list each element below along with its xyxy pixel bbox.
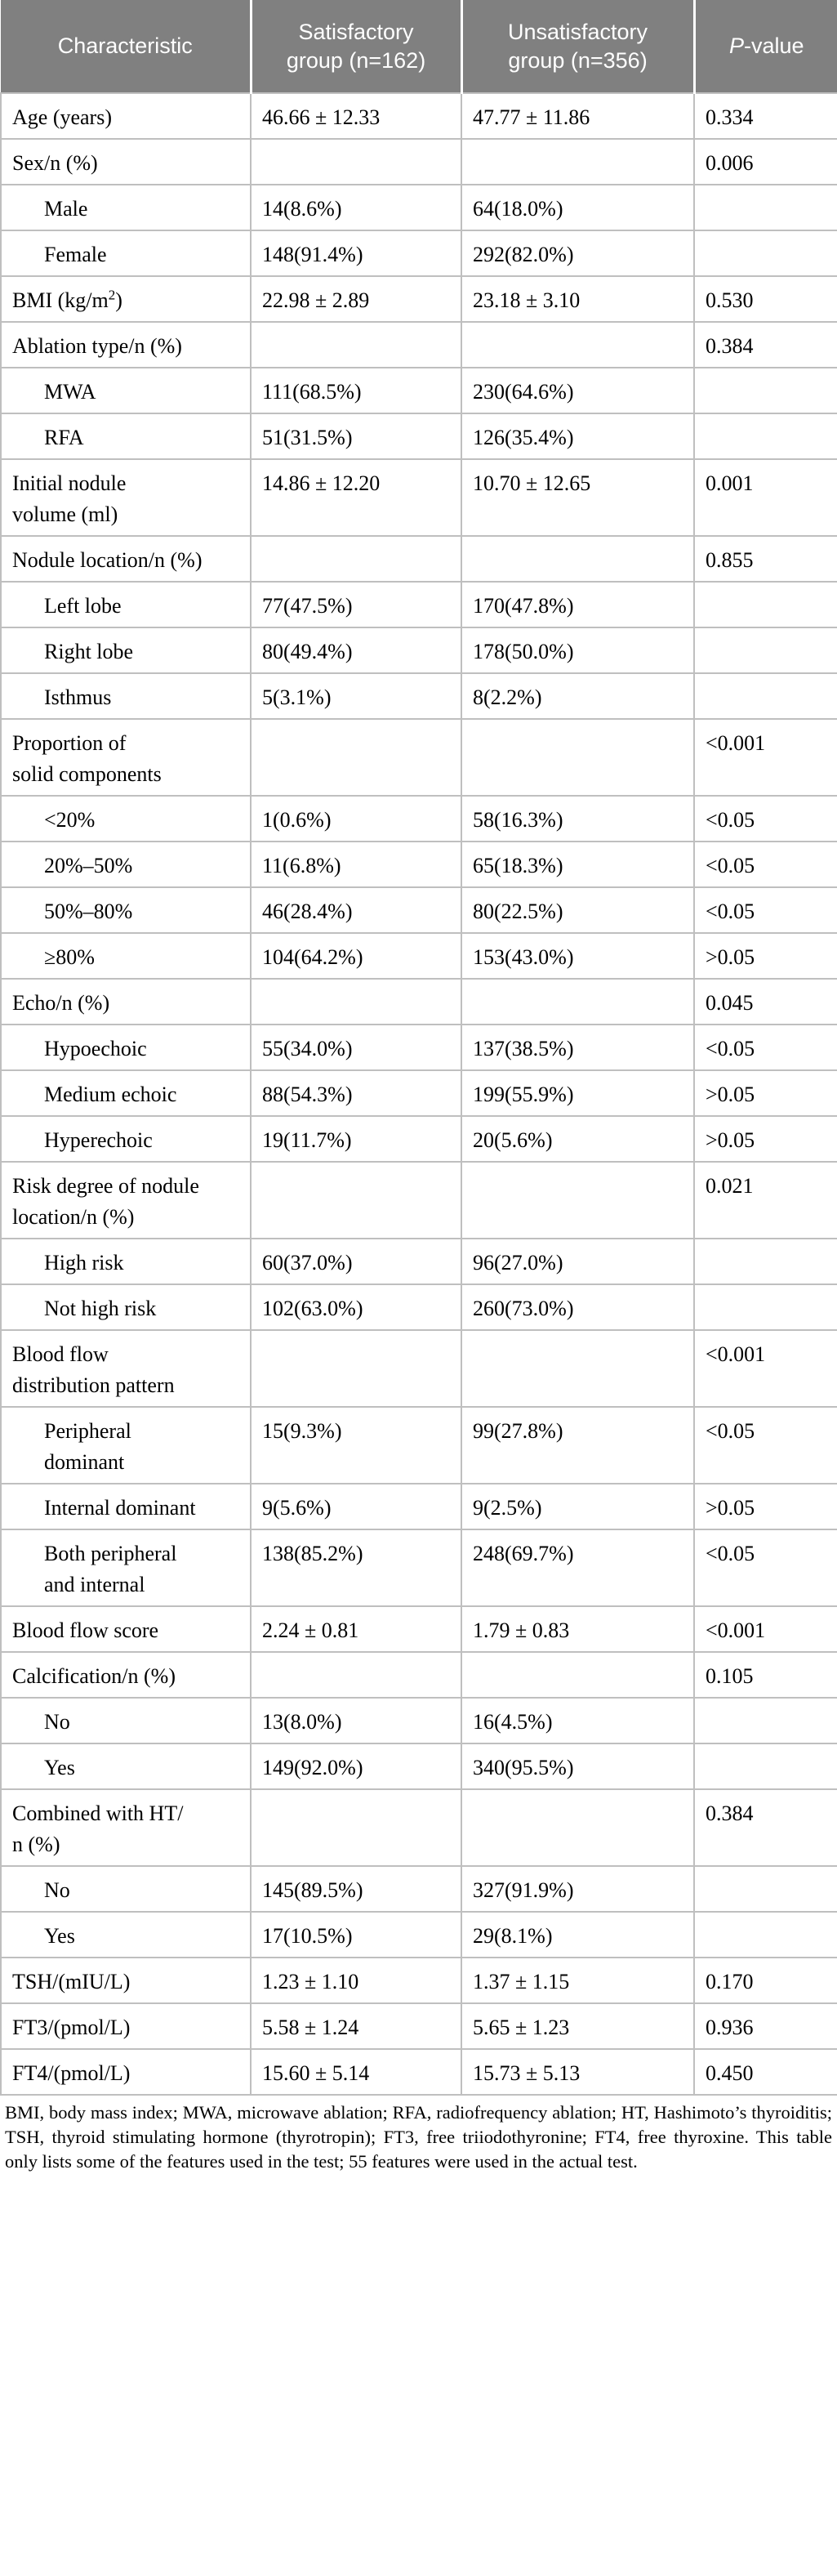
characteristic-cell: High risk — [1, 1239, 251, 1284]
satisfactory-cell: 111(68.5%) — [251, 368, 461, 413]
unsatisfactory-cell: 65(18.3%) — [461, 842, 694, 887]
p-value-cell — [694, 1239, 837, 1284]
characteristic-cell: Male — [1, 185, 251, 230]
satisfactory-cell — [251, 322, 461, 368]
p-value-cell — [694, 673, 837, 719]
p-value-cell: 0.936 — [694, 2003, 837, 2049]
unsatisfactory-cell: 9(2.5%) — [461, 1484, 694, 1529]
p-value-cell — [694, 1743, 837, 1789]
table-row — [1, 1070, 837, 1116]
p-value-cell — [694, 1698, 837, 1743]
characteristic-cell: No — [1, 1698, 251, 1743]
table-header-row — [1, 0, 837, 93]
characteristic-cell: Calcification/n (%) — [1, 1652, 251, 1698]
table-row — [1, 1743, 837, 1789]
p-value-cell: >0.05 — [694, 1116, 837, 1162]
p-value-cell — [694, 1284, 837, 1330]
characteristic-cell: Yes — [1, 1743, 251, 1789]
satisfactory-cell: 80(49.4%) — [251, 627, 461, 673]
characteristic-cell: Combined with HT/ n (%) — [1, 1789, 251, 1866]
characteristic-cell: RFA — [1, 413, 251, 459]
header-characteristic: Characteristic — [1, 0, 251, 93]
unsatisfactory-cell: 15.73 ± 5.13 — [461, 2049, 694, 2095]
p-value-cell: 0.384 — [694, 322, 837, 368]
characteristic-cell: Ablation type/n (%) — [1, 322, 251, 368]
table-row — [1, 1698, 837, 1743]
satisfactory-cell — [251, 1330, 461, 1407]
satisfactory-cell: 46(28.4%) — [251, 887, 461, 933]
satisfactory-cell: 46.66 ± 12.33 — [251, 93, 461, 139]
satisfactory-cell: 88(54.3%) — [251, 1070, 461, 1116]
table-row — [1, 1912, 837, 1958]
table-row — [1, 796, 837, 842]
characteristic-cell: Sex/n (%) — [1, 139, 251, 185]
satisfactory-cell: 60(37.0%) — [251, 1239, 461, 1284]
p-value-cell: 0.001 — [694, 459, 837, 536]
p-value-cell: <0.05 — [694, 796, 837, 842]
p-value-cell — [694, 230, 837, 276]
p-value-cell: 0.530 — [694, 276, 837, 322]
table-row — [1, 1652, 837, 1698]
table-row — [1, 979, 837, 1025]
characteristic-cell: Risk degree of nodule location/n (%) — [1, 1162, 251, 1239]
table-footnote: BMI, body mass index; MWA, microwave ablation; RFA, radiofrequency ablation; HT, Hashimoto’s thyroiditis; TSH, thyroid stimulating hormone (thyrotropin); FT3, free triiodothyronine; FT4, free thyroxine. This table only lists some of the features used in the test; 55 features were used in the actual test. — [5, 2102, 832, 2172]
header-p-value: P-value — [694, 0, 837, 93]
unsatisfactory-cell: 248(69.7%) — [461, 1529, 694, 1606]
characteristic-cell: MWA — [1, 368, 251, 413]
characteristic-cell: Peripheral dominant — [1, 1407, 251, 1484]
characteristic-cell: BMI $(kg/m^2)$ — [1, 276, 251, 322]
p-value-cell: <0.05 — [694, 1025, 837, 1070]
characteristic-cell: Initial nodule volume (ml) — [1, 459, 251, 536]
satisfactory-cell — [251, 536, 461, 582]
table-row — [1, 1025, 837, 1070]
characteristic-cell: Internal dominant — [1, 1484, 251, 1529]
characteristic-cell: Nodule location/n (%) — [1, 536, 251, 582]
unsatisfactory-cell: 8(2.2%) — [461, 673, 694, 719]
p-value-cell: 0.334 — [694, 93, 837, 139]
table-row — [1, 1330, 837, 1407]
satisfactory-cell: 55(34.0%) — [251, 1025, 461, 1070]
table-row — [1, 93, 837, 139]
p-value-cell: <0.001 — [694, 1330, 837, 1407]
table-row — [1, 1606, 837, 1652]
characteristic-cell: Left lobe — [1, 582, 251, 627]
table-row — [1, 536, 837, 582]
p-value-cell — [694, 1866, 837, 1912]
table-row — [1, 1407, 837, 1484]
satisfactory-cell — [251, 139, 461, 185]
satisfactory-cell: 1.23 ± 1.10 — [251, 1958, 461, 2003]
p-value-cell: <0.05 — [694, 1407, 837, 1484]
p-value-cell — [694, 582, 837, 627]
unsatisfactory-cell — [461, 979, 694, 1025]
unsatisfactory-cell: 1.79 ± 0.83 — [461, 1606, 694, 1652]
unsatisfactory-cell: 199(55.9%) — [461, 1070, 694, 1116]
characteristic-cell: Female — [1, 230, 251, 276]
table-row — [1, 413, 837, 459]
satisfactory-cell: 15(9.3%) — [251, 1407, 461, 1484]
characteristic-cell: 20%–50% — [1, 842, 251, 887]
table-row — [1, 1162, 837, 1239]
unsatisfactory-cell: 327(91.9%) — [461, 1866, 694, 1912]
table-row — [1, 1116, 837, 1162]
unsatisfactory-cell: 99(27.8%) — [461, 1407, 694, 1484]
unsatisfactory-cell: 292(82.0%) — [461, 230, 694, 276]
characteristic-cell: ≥80% — [1, 933, 251, 979]
table-row — [1, 185, 837, 230]
table-row — [1, 1529, 837, 1606]
table-row — [1, 139, 837, 185]
p-value-cell: <0.05 — [694, 1529, 837, 1606]
table-row — [1, 230, 837, 276]
p-value-cell: <0.001 — [694, 1606, 837, 1652]
satisfactory-cell: 104(64.2%) — [251, 933, 461, 979]
table-row — [1, 1866, 837, 1912]
characteristic-cell: Hypoechoic — [1, 1025, 251, 1070]
table-row — [1, 582, 837, 627]
satisfactory-cell: 149(92.0%) — [251, 1743, 461, 1789]
satisfactory-cell: 5.58 ± 1.24 — [251, 2003, 461, 2049]
characteristic-cell: Isthmus — [1, 673, 251, 719]
unsatisfactory-cell: 137(38.5%) — [461, 1025, 694, 1070]
table-row — [1, 627, 837, 673]
unsatisfactory-cell: 47.77 ± 11.86 — [461, 93, 694, 139]
satisfactory-cell — [251, 1162, 461, 1239]
unsatisfactory-cell: 5.65 ± 1.23 — [461, 2003, 694, 2049]
unsatisfactory-cell — [461, 536, 694, 582]
characteristic-cell: No — [1, 1866, 251, 1912]
table-row — [1, 1239, 837, 1284]
p-value-cell — [694, 185, 837, 230]
p-value-cell — [694, 368, 837, 413]
table-row — [1, 1789, 837, 1866]
table-row — [1, 276, 837, 322]
satisfactory-cell: 14.86 ± 12.20 — [251, 459, 461, 536]
satisfactory-cell: 5(3.1%) — [251, 673, 461, 719]
characteristic-cell: Right lobe — [1, 627, 251, 673]
unsatisfactory-cell: 126(35.4%) — [461, 413, 694, 459]
satisfactory-cell: 77(47.5%) — [251, 582, 461, 627]
satisfactory-cell: 11(6.8%) — [251, 842, 461, 887]
satisfactory-cell — [251, 979, 461, 1025]
table-row — [1, 1484, 837, 1529]
characteristic-cell: Both peripheral and internal — [1, 1529, 251, 1606]
table-row — [1, 887, 837, 933]
unsatisfactory-cell: 1.37 ± 1.15 — [461, 1958, 694, 2003]
table-row — [1, 673, 837, 719]
characteristic-cell: Hyperechoic — [1, 1116, 251, 1162]
unsatisfactory-cell: 260(73.0%) — [461, 1284, 694, 1330]
header-unsatisfactory: Unsatisfactory group (n=356) — [461, 0, 694, 93]
characteristic-cell: Blood flow distribution pattern — [1, 1330, 251, 1407]
satisfactory-cell: 1(0.6%) — [251, 796, 461, 842]
p-value-cell: 0.450 — [694, 2049, 837, 2095]
unsatisfactory-cell: 170(47.8%) — [461, 582, 694, 627]
p-value-cell: <0.05 — [694, 887, 837, 933]
satisfactory-cell — [251, 1789, 461, 1866]
characteristic-cell: Echo/n (%) — [1, 979, 251, 1025]
unsatisfactory-cell: 178(50.0%) — [461, 627, 694, 673]
unsatisfactory-cell: 58(16.3%) — [461, 796, 694, 842]
table-row — [1, 368, 837, 413]
p-value-cell: 0.045 — [694, 979, 837, 1025]
unsatisfactory-cell — [461, 1789, 694, 1866]
satisfactory-cell — [251, 1652, 461, 1698]
unsatisfactory-cell — [461, 139, 694, 185]
unsatisfactory-cell — [461, 1162, 694, 1239]
p-value-cell: 0.170 — [694, 1958, 837, 2003]
satisfactory-cell: 2.24 ± 0.81 — [251, 1606, 461, 1652]
satisfactory-cell — [251, 719, 461, 796]
satisfactory-cell: 148(91.4%) — [251, 230, 461, 276]
satisfactory-cell: 22.98 ± 2.89 — [251, 276, 461, 322]
table-row — [1, 2049, 837, 2095]
unsatisfactory-cell: 20(5.6%) — [461, 1116, 694, 1162]
characteristic-cell: FT3/(pmol/L) — [1, 2003, 251, 2049]
p-value-cell — [694, 413, 837, 459]
table-row — [1, 933, 837, 979]
characteristic-cell: Not high risk — [1, 1284, 251, 1330]
unsatisfactory-cell — [461, 1330, 694, 1407]
p-value-cell: 0.384 — [694, 1789, 837, 1866]
satisfactory-cell: 17(10.5%) — [251, 1912, 461, 1958]
table-row — [1, 1284, 837, 1330]
unsatisfactory-cell: 153(43.0%) — [461, 933, 694, 979]
p-value-cell: <0.05 — [694, 842, 837, 887]
header-satisfactory: Satisfactory group (n=162) — [251, 0, 461, 93]
unsatisfactory-cell: 230(64.6%) — [461, 368, 694, 413]
unsatisfactory-cell: 64(18.0%) — [461, 185, 694, 230]
table-row — [1, 322, 837, 368]
p-value-cell — [694, 1912, 837, 1958]
characteristic-cell: Proportion of solid components — [1, 719, 251, 796]
table-row — [1, 719, 837, 796]
unsatisfactory-cell: 16(4.5%) — [461, 1698, 694, 1743]
satisfactory-cell: 102(63.0%) — [251, 1284, 461, 1330]
unsatisfactory-cell: 80(22.5%) — [461, 887, 694, 933]
satisfactory-cell: 14(8.6%) — [251, 185, 461, 230]
p-value-cell — [694, 627, 837, 673]
p-value-cell: >0.05 — [694, 1484, 837, 1529]
p-value-cell: <0.001 — [694, 719, 837, 796]
p-value-cell: 0.105 — [694, 1652, 837, 1698]
unsatisfactory-cell: 96(27.0%) — [461, 1239, 694, 1284]
table-row — [1, 459, 837, 536]
unsatisfactory-cell: 10.70 ± 12.65 — [461, 459, 694, 536]
p-value-cell: 0.855 — [694, 536, 837, 582]
unsatisfactory-cell — [461, 1652, 694, 1698]
characteristic-cell: 50%–80% — [1, 887, 251, 933]
characteristic-cell: Blood flow score — [1, 1606, 251, 1652]
satisfactory-cell: 19(11.7%) — [251, 1116, 461, 1162]
characteristic-cell: Medium echoic — [1, 1070, 251, 1116]
characteristic-cell: FT4/(pmol/L) — [1, 2049, 251, 2095]
satisfactory-cell: 138(85.2%) — [251, 1529, 461, 1606]
unsatisfactory-cell — [461, 322, 694, 368]
satisfactory-cell: 9(5.6%) — [251, 1484, 461, 1529]
characteristic-cell: Age (years) — [1, 93, 251, 139]
characteristic-cell: TSH/(mIU/L) — [1, 1958, 251, 2003]
unsatisfactory-cell: 23.18 ± 3.10 — [461, 276, 694, 322]
characteristic-cell: Yes — [1, 1912, 251, 1958]
unsatisfactory-cell — [461, 719, 694, 796]
table-row — [1, 842, 837, 887]
p-value-cell: >0.05 — [694, 933, 837, 979]
satisfactory-cell: 15.60 ± 5.14 — [251, 2049, 461, 2095]
unsatisfactory-cell: 340(95.5%) — [461, 1743, 694, 1789]
p-value-cell: 0.006 — [694, 139, 837, 185]
satisfactory-cell: 13(8.0%) — [251, 1698, 461, 1743]
characteristic-cell: <20% — [1, 796, 251, 842]
p-value-cell: 0.021 — [694, 1162, 837, 1239]
satisfactory-cell: 145(89.5%) — [251, 1866, 461, 1912]
table-row — [1, 1958, 837, 2003]
satisfactory-cell: 51(31.5%) — [251, 413, 461, 459]
p-value-cell: >0.05 — [694, 1070, 837, 1116]
unsatisfactory-cell: 29(8.1%) — [461, 1912, 694, 1958]
table-row — [1, 2003, 837, 2049]
